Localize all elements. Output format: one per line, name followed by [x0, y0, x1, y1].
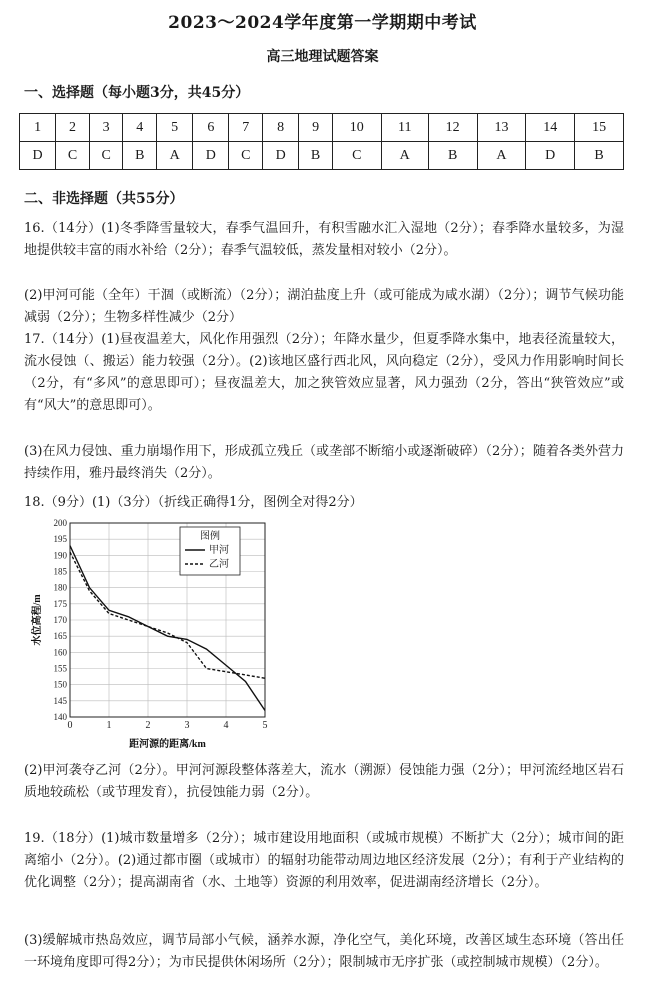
- answer-letter-cell: B: [299, 142, 333, 170]
- question-number-cell: 2: [56, 114, 90, 142]
- question-number-cell: 12: [428, 114, 477, 142]
- q16-part1: 16.（14分）(1)冬季降雪量较大，春季气温回升，有积雪融水汇入湿地（2分）；春季降水量较多，为湿地提供较丰富的雨水补给（2分）；春季气温较低，蒸发量相对较小（2分）。: [24, 221, 624, 258]
- answer-letter-cell: A: [477, 142, 526, 170]
- answer-letter-cell: B: [575, 142, 624, 170]
- q19-part2: (3)缓解城市热岛效应，调节局部小气候，涵养水源，净化空气，美化环境，改善区域生态环境（答出任一环境角度即可得2分）；为市民提供休闲场所（2分）；限制城市无序扩张（或控制城市规模）（2分）。: [24, 933, 624, 970]
- x-axis-label: 距河源的距离/km: [129, 739, 206, 750]
- answer-letter-cell: C: [332, 142, 381, 170]
- y-axis-label: 水位高程/m: [32, 594, 43, 646]
- section-heading-choice: 一、选择题（每小题3分，共45分）: [24, 85, 250, 101]
- question-number-cell: 9: [299, 114, 333, 142]
- question-number-cell: 7: [229, 114, 263, 142]
- q18-part1: 18.（9分）(1)（3分）（折线正确得1分，图例全对得2分）: [24, 495, 363, 510]
- question-number-cell: 13: [477, 114, 526, 142]
- question-number-cell: 5: [157, 114, 193, 142]
- y-tick-label: 200: [53, 518, 67, 528]
- chart-svg: [30, 517, 280, 757]
- question-number-cell: 3: [89, 114, 123, 142]
- answer-letter-cell: D: [193, 142, 229, 170]
- table-row-answers: [20, 142, 624, 170]
- x-tick-label: 4: [223, 720, 229, 731]
- y-tick-label: 185: [53, 566, 67, 577]
- page-title: 2023～2024学年度第一学期期中考试: [168, 13, 477, 33]
- y-tick-label: 150: [53, 679, 67, 690]
- y-tick-label: 180: [53, 582, 67, 593]
- table-row-numbers: [20, 114, 624, 142]
- q17-part2: (3)在风力侵蚀、重力崩塌作用下，形成孤立残丘（或垄部不断缩小或逐渐破碎）（2分）；随着各类外营力持续作用，雅丹最终消失（2分）。: [24, 444, 624, 481]
- question-number-cell: 4: [123, 114, 157, 142]
- question-number-cell: 14: [526, 114, 575, 142]
- question-number-cell: 8: [263, 114, 299, 142]
- answer-letter-cell: C: [89, 142, 123, 170]
- y-tick-label: 175: [53, 598, 67, 609]
- q16-part2: (2)甲河可能（全年）干涸（或断流）（2分）；湖泊盐度上升（或可能成为咸水湖）（2分）；调节气候功能减弱（2分）；生物多样性减少（2分）: [24, 288, 624, 325]
- legend-label-0: 甲河: [209, 545, 229, 556]
- answer-letter-cell: B: [123, 142, 157, 170]
- question-number-cell: 6: [193, 114, 229, 142]
- question-number-cell: 11: [381, 114, 428, 142]
- legend-title: 图例: [200, 531, 220, 542]
- answer-letter-cell: D: [20, 142, 56, 170]
- water-level-chart: [30, 517, 280, 757]
- answer-letter-cell: C: [229, 142, 263, 170]
- choice-answer-table: [19, 113, 624, 170]
- answer-letter-cell: B: [428, 142, 477, 170]
- x-tick-label: 5: [262, 720, 268, 731]
- x-tick-label: 1: [106, 720, 112, 731]
- page-subtitle: 高三地理试题答案: [266, 49, 379, 65]
- q17-part1: 17.（14分）(1)昼夜温差大，风化作用强烈（2分）；年降水量少，但夏季降水集中，地表径流量较大，流水侵蚀（、搬运）能力较强（2分）。(2)该地区盛行西北风，风向稳定（2分），受风力作用影响时间长（2分，有“多风”的意思即可）；昼夜温差大，加之狭管效应显著，风力强劲（2分，答出“狭管效应”或有“风大”的意思即可）。: [24, 332, 624, 413]
- question-number-cell: 15: [575, 114, 624, 142]
- x-tick-label: 0: [67, 720, 73, 731]
- x-tick-label: 3: [184, 720, 190, 731]
- y-tick-label: 140: [53, 712, 67, 722]
- q19-part1: 19.（18分）(1)城市数量增多（2分）；城市建设用地面积（或城市规模）不断扩大（2分）；城市间的距离缩小（2分）。(2)通过都市圈（或城市）的辐射功能带动周边地区经济发展（2分）；有利于产业结构的优化调整（2分）；提高湖南省（水、土地等）资源的利用效率，促进湖南经济增长（2分）。: [24, 831, 624, 890]
- y-tick-label: 155: [53, 663, 67, 674]
- answer-letter-cell: D: [526, 142, 575, 170]
- y-tick-label: 145: [53, 695, 67, 706]
- section-heading-nonchoice: 二、非选择题（共55分）: [24, 191, 184, 207]
- x-tick-label: 2: [145, 720, 151, 731]
- question-number-cell: 10: [332, 114, 381, 142]
- question-number-cell: 1: [20, 114, 56, 142]
- y-tick-label: 165: [53, 631, 67, 642]
- answer-letter-cell: C: [56, 142, 90, 170]
- answer-letter-cell: A: [381, 142, 428, 170]
- y-tick-label: 170: [53, 615, 67, 625]
- y-tick-label: 160: [53, 647, 67, 658]
- legend-label-1: 乙河: [209, 559, 229, 570]
- answer-letter-cell: D: [263, 142, 299, 170]
- q18-part2: (2)甲河袭夺乙河（2分）。甲河河源段整体落差大，流水（溯源）侵蚀能力强（2分）；甲河流经地区岩石质地较疏松（或节理发育），抗侵蚀能力弱（2分）。: [24, 763, 624, 800]
- y-tick-label: 190: [53, 550, 67, 561]
- answer-letter-cell: A: [157, 142, 193, 170]
- y-tick-label: 195: [53, 534, 67, 545]
